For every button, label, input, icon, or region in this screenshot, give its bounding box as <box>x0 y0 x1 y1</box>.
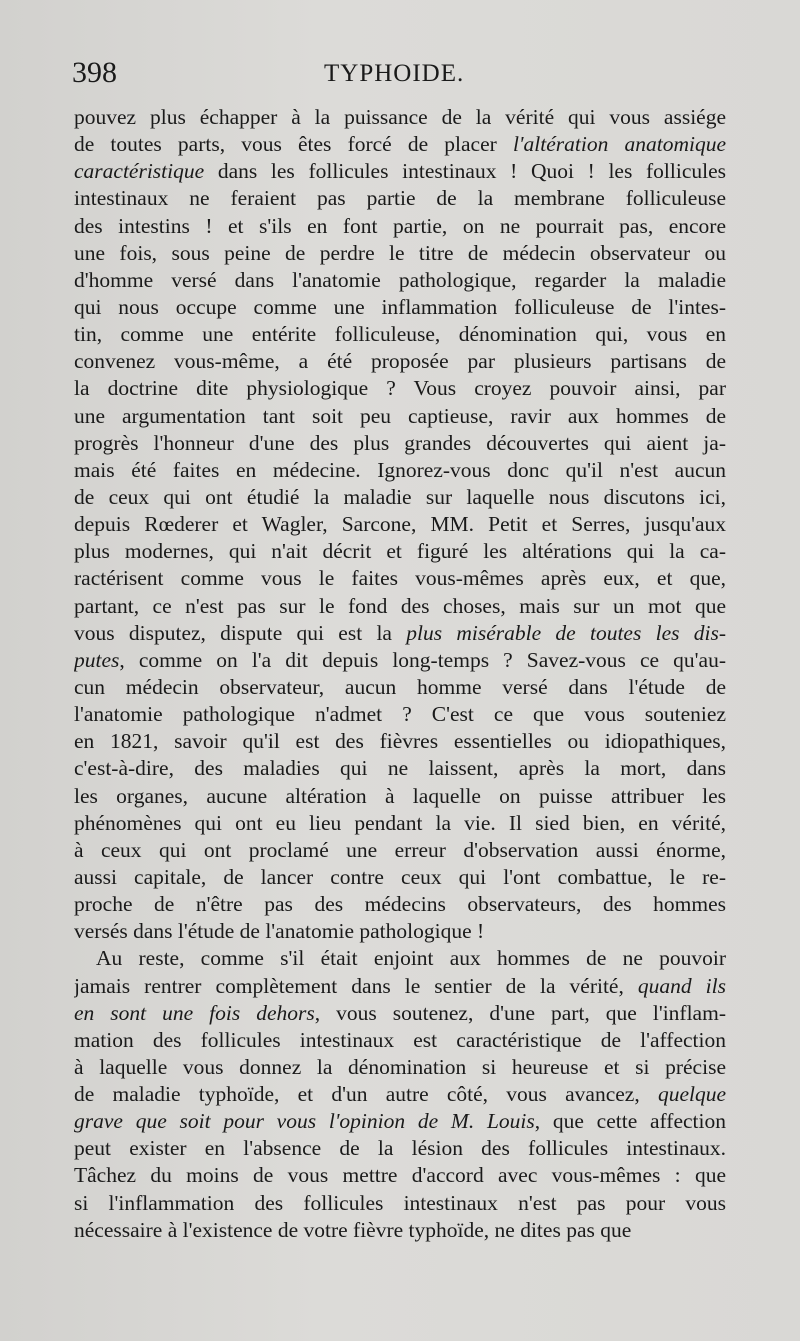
text-line <box>74 1190 726 1217</box>
text-line <box>74 620 726 647</box>
text-line <box>74 1135 726 1162</box>
body-text <box>74 104 726 1244</box>
text-segment: de ceux qui ont étudié la maladie sur laquelle nous discutons ici, <box>74 484 726 509</box>
text-line <box>74 158 726 185</box>
italic-text: en sont une fois dehors <box>74 1000 315 1025</box>
text-line <box>74 647 726 674</box>
text-segment: , vous soutenez, d'une part, que l'inflam- <box>314 1000 726 1025</box>
text-segment: des intestins ! et s'ils en font partie, on ne pourrait pas, encore <box>74 213 726 238</box>
text-segment: qui nous occupe comme une inflammation folliculeuse de l'intes- <box>74 294 726 319</box>
text-line <box>74 375 726 402</box>
italic-text: l'altération anatomique <box>512 132 726 157</box>
text-segment: les organes, aucune altération à laquelle on puisse attribuer les <box>74 783 726 808</box>
running-title: TYPHOIDE. <box>324 60 465 87</box>
text-segment: cun médecin observateur, aucun homme versé dans l'étude de <box>74 674 726 699</box>
italic-text: quelque <box>657 1082 726 1107</box>
text-line <box>74 213 726 240</box>
text-line <box>74 131 726 158</box>
text-segment: de toutes parts, vous êtes forcé de placer <box>74 132 513 157</box>
text-segment: c'est-à-dire, des maladies qui ne laissent, après la mort, dans <box>74 756 726 781</box>
text-segment: nécessaire à l'existence de votre fièvre typhoïde, ne dites pas que <box>74 1217 632 1242</box>
text-line <box>74 1108 726 1135</box>
text-line <box>74 240 726 267</box>
text-segment: depuis Rœderer et Wagler, Sarcone, MM. Petit et Serres, jusqu'aux <box>74 512 726 537</box>
text-line <box>74 1054 726 1081</box>
text-segment: vous disputez, dispute qui est la <box>74 620 407 645</box>
text-line <box>74 783 726 810</box>
text-segment: tin, comme une entérite folliculeuse, dénomination qui, vous en <box>74 322 726 347</box>
italic-text: caractéristique <box>74 159 205 184</box>
text-segment: Tâchez du moins de vous mettre d'accord avec vous-mêmes : que <box>74 1163 726 1188</box>
text-line <box>74 891 726 918</box>
text-line <box>74 810 726 837</box>
text-segment: phénomènes qui ont eu lieu pendant la vie. Il sied bien, en vérité, <box>74 810 726 835</box>
text-segment: en 1821, savoir qu'il est des fièvres essentielles ou idiopathiques, <box>74 729 726 754</box>
text-segment: partant, ce n'est pas sur le fond des choses, mais sur un mot que <box>74 593 726 618</box>
text-segment: versés dans l'étude de l'anatomie pathologique ! <box>74 919 485 944</box>
text-line <box>74 565 726 592</box>
italic-text: plus misérable de toutes les dis- <box>406 620 726 645</box>
text-segment: , comme on l'a dit depuis long-temps ? Savez-vous ce qu'au- <box>119 647 726 672</box>
text-line <box>74 294 726 321</box>
text-line <box>74 593 726 620</box>
text-line <box>74 837 726 864</box>
page-number: 398 <box>72 56 117 89</box>
text-segment: progrès l'honneur d'une des plus grandes découvertes qui aient ja- <box>74 430 726 455</box>
text-segment: mais été faites en médecine. Ignorez-vous donc qu'il n'est aucun <box>74 457 726 482</box>
text-line <box>74 185 726 212</box>
text-line <box>74 104 726 131</box>
text-segment: une argumentation tant soit peu captieuse, ravir aux hommes de <box>74 403 726 428</box>
text-segment: mation des follicules intestinaux est caractéristique de l'affection <box>74 1027 726 1052</box>
text-segment: de maladie typhoïde, et d'un autre côté, vous avancez, <box>74 1082 658 1107</box>
text-segment: , que cette affection <box>534 1109 726 1134</box>
text-segment: ractérisent comme vous le faites vous-mêmes après eux, et que, <box>74 566 726 591</box>
text-line <box>74 973 726 1000</box>
text-segment: d'homme versé dans l'anatomie pathologique, regarder la maladie <box>74 267 726 292</box>
text-line <box>74 538 726 565</box>
text-segment: dans les follicules intestinaux ! Quoi ! les follicules <box>204 159 726 184</box>
text-segment: plus modernes, qui n'ait décrit et figuré les altérations qui la ca- <box>74 539 726 564</box>
text-line <box>74 1162 726 1189</box>
text-line <box>74 511 726 538</box>
text-segment: proche de n'être pas des médecins observateurs, des hommes <box>74 892 726 917</box>
text-segment: intestinaux ne feraient pas partie de la membrane folliculeuse <box>74 186 726 211</box>
text-line <box>74 430 726 457</box>
text-line <box>74 1027 726 1054</box>
text-segment: si l'inflammation des follicules intestinaux n'est pas pour vous <box>74 1190 726 1215</box>
text-line <box>74 918 726 945</box>
text-line <box>74 1000 726 1027</box>
text-segment: à laquelle vous donnez la dénomination si heureuse et si précise <box>74 1054 726 1079</box>
italic-text: putes <box>74 647 120 672</box>
text-line <box>74 484 726 511</box>
text-segment: peut exister en l'absence de la lésion des follicules intestinaux. <box>74 1136 726 1161</box>
text-segment: une fois, sous peine de perdre le titre de médecin observateur ou <box>74 240 726 265</box>
page-header <box>72 56 728 96</box>
text-line <box>74 701 726 728</box>
text-segment: convenez vous-même, a été proposée par plusieurs partisans de <box>74 349 726 374</box>
text-line <box>74 1217 726 1244</box>
text-line <box>74 945 726 972</box>
text-line <box>74 267 726 294</box>
text-segment: aussi capitale, de lancer contre ceux qui l'ont combattue, le re- <box>74 864 726 889</box>
italic-text: quand ils <box>637 973 726 998</box>
text-segment: à ceux qui ont proclamé une erreur d'observation aussi énorme, <box>74 837 726 862</box>
text-segment: jamais rentrer complètement dans le sentier de la vérité, <box>74 973 638 998</box>
text-line <box>74 728 726 755</box>
text-segment: l'anatomie pathologique n'admet ? C'est ce que vous souteniez <box>74 702 726 727</box>
text-line <box>74 457 726 484</box>
text-segment: pouvez plus échapper à la puissance de la vérité qui vous assiége <box>74 105 726 129</box>
text-line <box>74 864 726 891</box>
text-line <box>74 755 726 782</box>
text-line <box>74 321 726 348</box>
text-line <box>74 348 726 375</box>
text-line <box>74 1081 726 1108</box>
text-segment: la doctrine dite physiologique ? Vous croyez pouvoir ainsi, par <box>74 376 726 401</box>
text-line <box>74 674 726 701</box>
text-line <box>74 403 726 430</box>
italic-text: grave que soit pour vous l'opinion de M. Louis <box>74 1109 535 1134</box>
text-segment: Au reste, comme s'il était enjoint aux hommes de ne pouvoir <box>96 946 726 971</box>
